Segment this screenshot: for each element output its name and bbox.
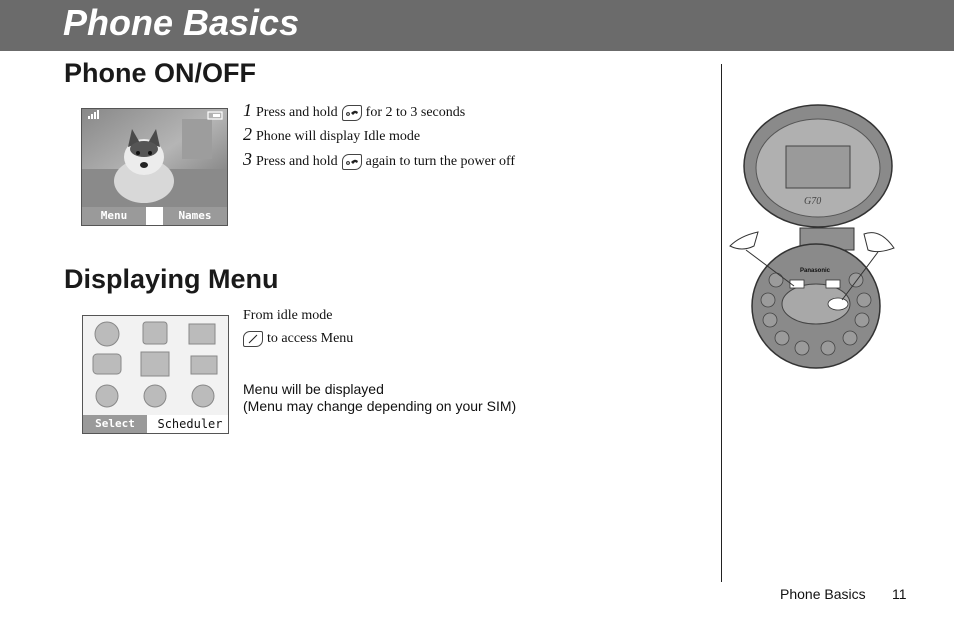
section-heading-phone-on-off: Phone ON/OFF (64, 58, 256, 88)
page-number: 11 (892, 586, 907, 602)
phone-illustration (728, 104, 898, 370)
footer-title: Phone Basics (780, 586, 866, 602)
step-2 (243, 124, 420, 145)
step-text: Press and hold (256, 105, 338, 120)
menu-displayed-text: Menu will be displayed (243, 381, 384, 397)
menu-screen-image (82, 315, 229, 434)
apps-icon (95, 322, 119, 346)
step-1 (243, 100, 465, 121)
names-softkey: Names (163, 207, 227, 225)
step-text: again to turn the power off (365, 154, 516, 169)
menu-icons-grid (83, 316, 228, 415)
step-number: 1 (243, 100, 252, 120)
browser-icon (192, 385, 214, 407)
access-menu-text: to access Menu (267, 331, 354, 347)
end-key-icon (342, 154, 362, 170)
menu-softkey: Menu (82, 207, 146, 225)
calendar-icon (189, 324, 215, 344)
menu-key-icon (243, 331, 263, 347)
scheduler-softkey: Scheduler (152, 415, 228, 433)
step-number: 3 (243, 149, 252, 169)
phone-display (786, 146, 850, 188)
access-menu-line (243, 331, 353, 347)
from-idle-text: From idle mode (243, 308, 333, 323)
step-text: for 2 to 3 seconds (365, 105, 466, 120)
phonebook-icon (93, 354, 121, 374)
step-text: Press and hold (256, 154, 338, 169)
section-heading-displaying-menu: Displaying Menu (64, 264, 279, 294)
end-key-icon (342, 105, 362, 121)
brand-label: Panasonic (800, 268, 831, 274)
select-softkey: Select (83, 415, 147, 433)
step-3 (243, 149, 515, 170)
camera-icon (143, 322, 167, 344)
games-icon (144, 385, 166, 407)
messages-icon (141, 352, 169, 376)
menu-note-text: (Menu may change depending on your SIM) (243, 398, 517, 414)
step-text: Phone will display Idle mode (256, 129, 421, 144)
settings-icon (96, 385, 118, 407)
mail-icon (191, 356, 217, 374)
idle-screen-image (81, 108, 228, 226)
page-title: Phone Basics (63, 2, 300, 43)
column-divider (721, 64, 722, 582)
model-label: G70 (804, 196, 822, 207)
step-number: 2 (243, 124, 252, 144)
